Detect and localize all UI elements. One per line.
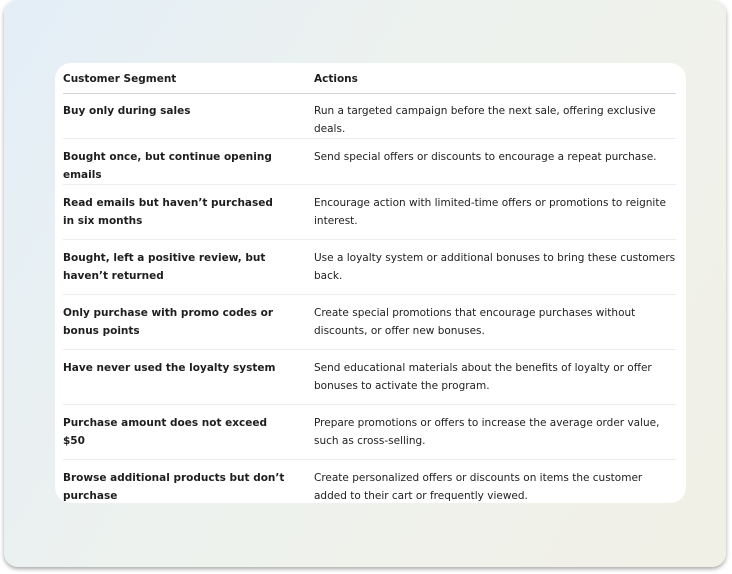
action-cell: Run a targeted campaign before the next sale, offering exclusive deals.	[314, 93, 676, 138]
table-row	[63, 349, 676, 404]
table-header-row	[63, 63, 676, 93]
table-row	[63, 239, 676, 294]
action-cell: Use a loyalty system or additional bonuses to bring these customers back.	[314, 239, 676, 294]
table-row	[63, 184, 676, 239]
segment-cell: Buy only during sales	[63, 93, 314, 138]
action-cell: Prepare promotions or offers to increase the average order value, such as cross-selling.	[314, 404, 676, 459]
table-row	[63, 138, 676, 184]
table-card	[55, 63, 686, 503]
action-cell: Send educational materials about the benefits of loyalty or offer bonuses to activate the program.	[314, 349, 676, 404]
segment-cell: Bought, left a positive review, but haven’t returned	[63, 239, 314, 294]
header-actions: Actions	[314, 63, 676, 93]
segments-table	[63, 63, 676, 511]
table-row	[63, 294, 676, 349]
action-cell: Send special offers or discounts to encourage a repeat purchase.	[314, 138, 676, 184]
segment-cell: Browse additional products but don’t purchase	[63, 471, 285, 502]
table-row	[63, 459, 676, 511]
segment-cell: Read emails but haven’t purchased in six months	[63, 184, 314, 239]
segment-cell: Only purchase with promo codes or bonus points	[63, 294, 314, 349]
header-customer-segment: Customer Segment	[63, 63, 314, 93]
table-row	[63, 404, 676, 459]
table-row	[63, 93, 676, 138]
segment-cell: Have never used the loyalty system	[63, 349, 314, 404]
action-cell: Create personalized offers or discounts on items the customer added to their cart or frequently viewed.	[314, 471, 643, 502]
action-cell: Create special promotions that encourage purchases without discounts, or offer new bonuses.	[314, 294, 676, 349]
action-cell: Encourage action with limited-time offers or promotions to reignite interest.	[314, 184, 676, 239]
segment-cell: Bought once, but continue opening emails	[63, 138, 314, 184]
segment-cell: Purchase amount does not exceed $50	[63, 404, 314, 459]
window-frame	[4, 0, 726, 567]
